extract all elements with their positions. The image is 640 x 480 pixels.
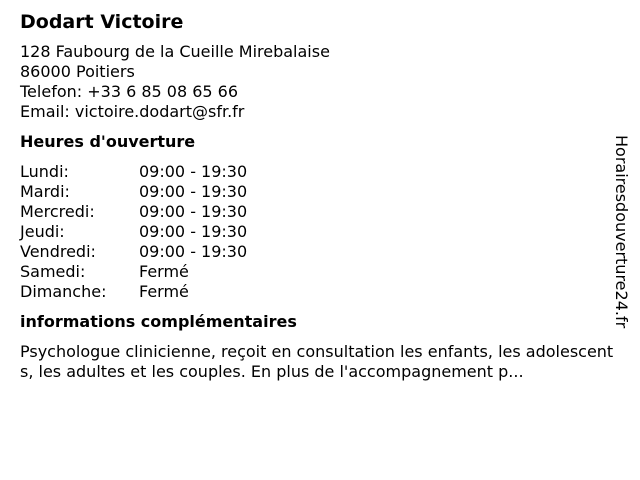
time-value: Fermé <box>139 282 189 301</box>
email-address: Email: victoire.dodart@sfr.fr <box>20 102 245 121</box>
day-label: Mercredi: <box>20 202 95 221</box>
business-card <box>20 10 614 382</box>
hours-row-sunday <box>20 282 600 302</box>
hours-row-friday <box>20 242 600 262</box>
hours-row-wednesday <box>20 202 600 222</box>
day-label: Samedi: <box>20 262 86 281</box>
time-value: 09:00 - 19:30 <box>139 242 248 261</box>
opening-hours-table <box>20 162 600 302</box>
time-value: 09:00 - 19:30 <box>139 182 248 201</box>
hours-row-thursday <box>20 222 600 242</box>
opening-hours-heading: Heures d'ouverture <box>20 132 196 151</box>
time-value: Fermé <box>139 262 189 281</box>
additional-info-text: Psychologue clinicienne, reçoit en consultation les enfants, les adolescents, les adultes et les couples. En plus de l'accompagnement p... <box>20 342 614 381</box>
additional-info-heading: informations complémentaires <box>20 312 297 331</box>
day-label: Mardi: <box>20 182 70 201</box>
business-name: Dodart Victoire <box>20 11 184 33</box>
day-label: Vendredi: <box>20 242 96 261</box>
time-value: 09:00 - 19:30 <box>139 162 248 181</box>
time-value: 09:00 - 19:30 <box>139 202 248 221</box>
day-label: Lundi: <box>20 162 69 181</box>
hours-row-tuesday <box>20 182 600 202</box>
day-label: Dimanche: <box>20 282 107 301</box>
time-value: 09:00 - 19:30 <box>139 222 248 241</box>
hours-row-monday <box>20 162 600 182</box>
day-label: Jeudi: <box>20 222 65 241</box>
hours-row-saturday <box>20 262 600 282</box>
site-watermark: Horairesdouverture24.fr <box>612 135 631 329</box>
phone-number: Telefon: +33 6 85 08 65 66 <box>20 82 239 101</box>
address-line-1: 128 Faubourg de la Cueille Mirebalaise <box>20 42 330 61</box>
address-line-2: 86000 Poitiers <box>20 62 135 81</box>
